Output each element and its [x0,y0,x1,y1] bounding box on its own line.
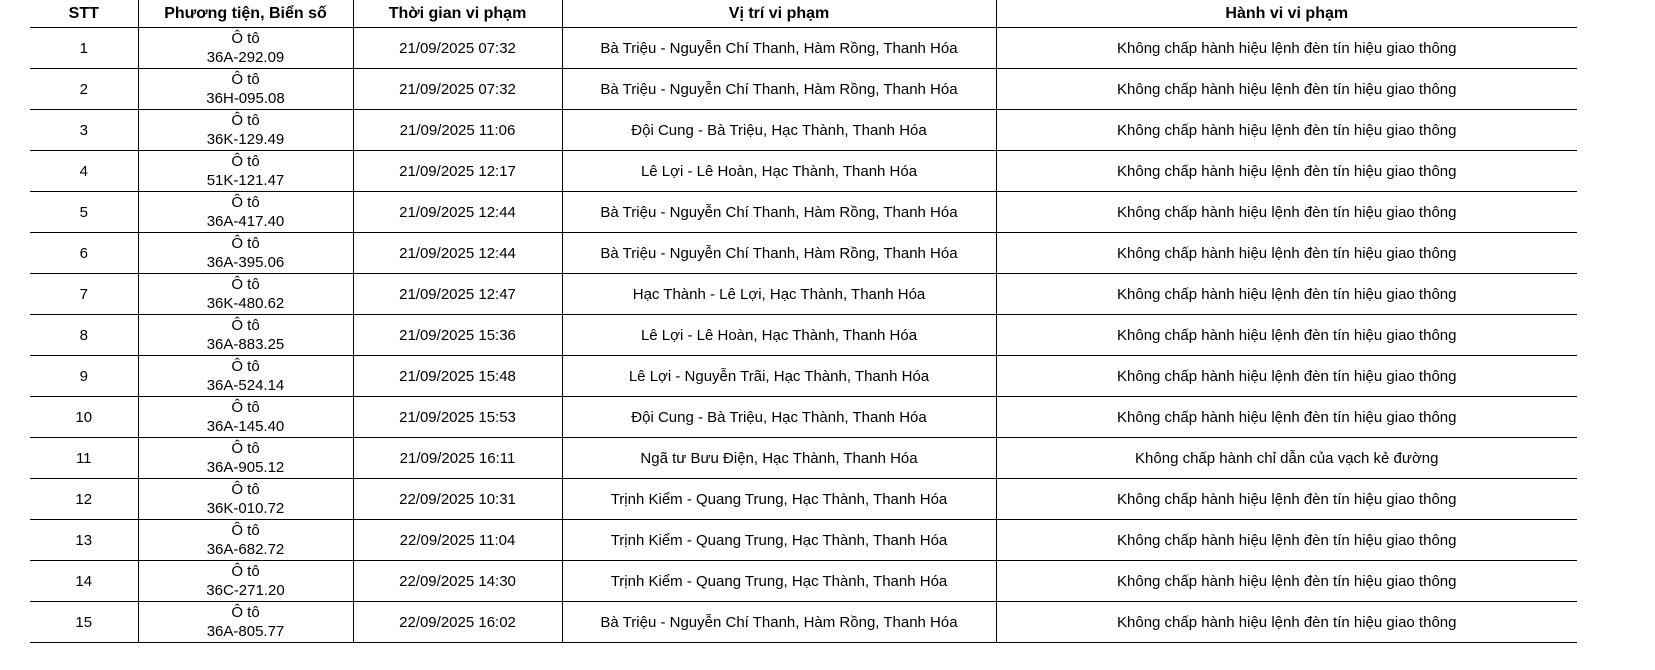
cell-vehicle [138,397,353,438]
cell-time: 21/09/2025 12:44 [353,192,562,233]
cell-vehicle [138,151,353,192]
cell-stt: 15 [30,602,138,643]
cell-location: Đội Cung - Bà Triệu, Hạc Thành, Thanh Hóa [562,397,996,438]
vehicle-plate: 36H-095.08 [206,90,285,107]
vehicle-type: Ô tô [231,112,260,129]
table-row [30,520,1577,561]
cell-location: Trịnh Kiểm - Quang Trung, Hạc Thành, Thanh Hóa [562,479,996,520]
vehicle-plate: 36A-805.77 [206,623,285,640]
cell-action: Không chấp hành hiệu lệnh đèn tín hiệu giao thông [996,151,1577,192]
cell-vehicle [138,69,353,110]
cell-location: Trịnh Kiểm - Quang Trung, Hạc Thành, Thanh Hóa [562,520,996,561]
vehicle-type: Ô tô [231,317,260,334]
vehicle-plate: 36K-010.72 [206,500,285,517]
vehicle-type: Ô tô [231,399,260,416]
vehicle-plate: 36A-883.25 [206,336,285,353]
cell-action: Không chấp hành hiệu lệnh đèn tín hiệu giao thông [996,233,1577,274]
cell-location: Bà Triệu - Nguyễn Chí Thanh, Hàm Rồng, Thanh Hóa [562,192,996,233]
table-row [30,438,1577,479]
cell-location: Ngã tư Bưu Điện, Hạc Thành, Thanh Hóa [562,438,996,479]
cell-time: 22/09/2025 14:30 [353,561,562,602]
table-row [30,233,1577,274]
cell-stt: 9 [30,356,138,397]
cell-time: 21/09/2025 12:17 [353,151,562,192]
vehicle-type: Ô tô [231,563,260,580]
cell-location: Bà Triệu - Nguyễn Chí Thanh, Hàm Rồng, Thanh Hóa [562,69,996,110]
cell-vehicle [138,192,353,233]
cell-stt: 3 [30,110,138,151]
cell-vehicle [138,356,353,397]
cell-location: Bà Triệu - Nguyễn Chí Thanh, Hàm Rồng, Thanh Hóa [562,602,996,643]
cell-stt: 8 [30,315,138,356]
cell-stt: 6 [30,233,138,274]
cell-time: 21/09/2025 11:06 [353,110,562,151]
cell-location: Hạc Thành - Lê Lợi, Hạc Thành, Thanh Hóa [562,274,996,315]
vehicle-type: Ô tô [231,71,260,88]
table-body [30,28,1577,643]
cell-vehicle [138,110,353,151]
cell-action: Không chấp hành hiệu lệnh đèn tín hiệu giao thông [996,479,1577,520]
table-row [30,356,1577,397]
cell-stt: 11 [30,438,138,479]
vehicle-plate: 36A-145.40 [206,418,285,435]
table-row [30,151,1577,192]
cell-stt: 12 [30,479,138,520]
cell-stt: 13 [30,520,138,561]
vehicle-type: Ô tô [231,522,260,539]
vehicle-plate: 36K-129.49 [206,131,285,148]
cell-vehicle [138,438,353,479]
cell-stt: 14 [30,561,138,602]
table-header-row [30,0,1577,28]
vehicle-plate: 36C-271.20 [206,582,285,599]
vehicle-plate: 36A-905.12 [206,459,285,476]
cell-time: 21/09/2025 15:53 [353,397,562,438]
table-row [30,602,1577,643]
cell-action: Không chấp hành hiệu lệnh đèn tín hiệu giao thông [996,69,1577,110]
vehicle-plate: 36A-292.09 [206,49,285,66]
table-row [30,561,1577,602]
cell-stt: 7 [30,274,138,315]
vehicle-plate: 36A-524.14 [206,377,285,394]
vehicle-plate: 51K-121.47 [206,172,285,189]
cell-vehicle [138,479,353,520]
table-row [30,274,1577,315]
cell-action: Không chấp hành hiệu lệnh đèn tín hiệu giao thông [996,28,1577,69]
cell-vehicle [138,602,353,643]
cell-vehicle [138,28,353,69]
cell-vehicle [138,233,353,274]
cell-time: 21/09/2025 16:11 [353,438,562,479]
column-header-location: Vị trí vi phạm [562,0,996,28]
vehicle-type: Ô tô [231,30,260,47]
column-header-stt: STT [30,0,138,28]
cell-time: 22/09/2025 11:04 [353,520,562,561]
cell-stt: 2 [30,69,138,110]
cell-action: Không chấp hành hiệu lệnh đèn tín hiệu giao thông [996,520,1577,561]
table-row [30,315,1577,356]
table-row [30,397,1577,438]
table-row [30,110,1577,151]
cell-action: Không chấp hành hiệu lệnh đèn tín hiệu giao thông [996,110,1577,151]
cell-location: Lê Lợi - Lê Hoàn, Hạc Thành, Thanh Hóa [562,151,996,192]
cell-location: Đội Cung - Bà Triệu, Hạc Thành, Thanh Hóa [562,110,996,151]
cell-time: 21/09/2025 07:32 [353,28,562,69]
table-row [30,69,1577,110]
cell-location: Bà Triệu - Nguyễn Chí Thanh, Hàm Rồng, Thanh Hóa [562,28,996,69]
cell-stt: 4 [30,151,138,192]
vehicle-plate: 36A-682.72 [206,541,285,558]
cell-action: Không chấp hành hiệu lệnh đèn tín hiệu giao thông [996,192,1577,233]
column-header-time: Thời gian vi phạm [353,0,562,28]
cell-vehicle [138,274,353,315]
cell-time: 21/09/2025 07:32 [353,69,562,110]
cell-action: Không chấp hành hiệu lệnh đèn tín hiệu giao thông [996,602,1577,643]
cell-vehicle [138,315,353,356]
cell-vehicle [138,561,353,602]
cell-action: Không chấp hành hiệu lệnh đèn tín hiệu giao thông [996,356,1577,397]
vehicle-type: Ô tô [231,358,260,375]
table-row [30,192,1577,233]
cell-time: 22/09/2025 16:02 [353,602,562,643]
cell-stt: 5 [30,192,138,233]
cell-action: Không chấp hành chỉ dẫn của vạch kẻ đường [996,438,1577,479]
cell-action: Không chấp hành hiệu lệnh đèn tín hiệu giao thông [996,397,1577,438]
vehicle-type: Ô tô [231,440,260,457]
cell-time: 21/09/2025 15:36 [353,315,562,356]
cell-time: 21/09/2025 15:48 [353,356,562,397]
vehicle-type: Ô tô [231,481,260,498]
cell-stt: 10 [30,397,138,438]
cell-action: Không chấp hành hiệu lệnh đèn tín hiệu giao thông [996,315,1577,356]
cell-action: Không chấp hành hiệu lệnh đèn tín hiệu giao thông [996,274,1577,315]
vehicle-type: Ô tô [231,194,260,211]
cell-time: 21/09/2025 12:44 [353,233,562,274]
violations-table [30,0,1577,643]
column-header-vehicle: Phương tiện, Biển số [138,0,353,28]
vehicle-type: Ô tô [231,276,260,293]
cell-stt: 1 [30,28,138,69]
vehicle-type: Ô tô [231,235,260,252]
cell-vehicle [138,520,353,561]
vehicle-type: Ô tô [231,153,260,170]
vehicle-plate: 36A-417.40 [206,213,285,230]
vehicle-plate: 36A-395.06 [206,254,285,271]
table-header [30,0,1577,28]
cell-location: Bà Triệu - Nguyễn Chí Thanh, Hàm Rồng, Thanh Hóa [562,233,996,274]
cell-time: 22/09/2025 10:31 [353,479,562,520]
cell-location: Trịnh Kiểm - Quang Trung, Hạc Thành, Thanh Hóa [562,561,996,602]
column-header-action: Hành vi vi phạm [996,0,1577,28]
table-row [30,479,1577,520]
cell-action: Không chấp hành hiệu lệnh đèn tín hiệu giao thông [996,561,1577,602]
vehicle-plate: 36K-480.62 [206,295,285,312]
table-row [30,28,1577,69]
cell-location: Lê Lợi - Lê Hoàn, Hạc Thành, Thanh Hóa [562,315,996,356]
cell-time: 21/09/2025 12:47 [353,274,562,315]
vehicle-type: Ô tô [231,604,260,621]
cell-location: Lê Lợi - Nguyễn Trãi, Hạc Thành, Thanh Hóa [562,356,996,397]
